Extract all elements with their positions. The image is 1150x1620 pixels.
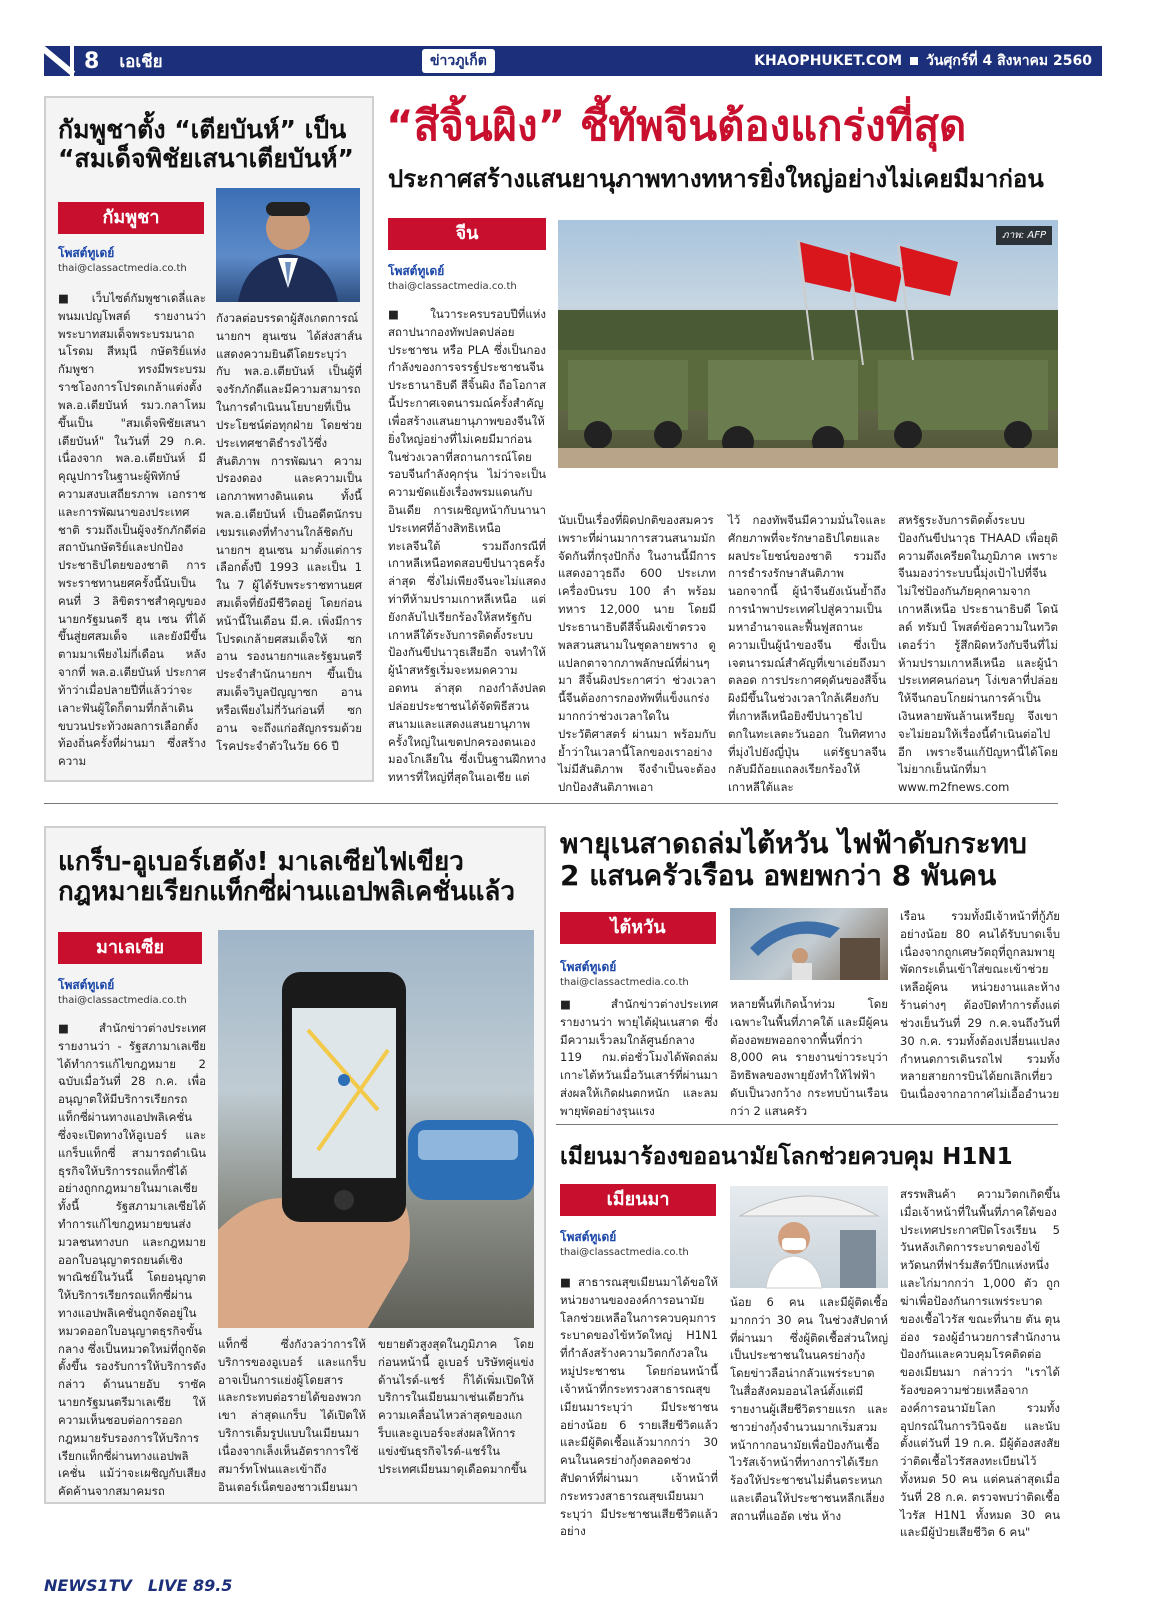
malaysia-body-col2: แท็กซี่ ซึ่งกังวลว่าการให้บริการของอูเบอร์ และแกร็บ อาจเป็นการแย่งผู้โดยสาร และกระทบต่อรายได้ของพวกเขา ล่าสุดแกร็บ ได้เปิดให้บริการเต็มรูปแบบในเมียนมา เนื่องจากเล็งเห็นอัตราการใช้สมาร์ทโฟนและเข้าถึงอินเตอร์เน็ตของชาวเมียนมา bbox=[218, 1337, 366, 1494]
malaysia-headline-line2: กฎหมายเรียกแท็กซี่ผ่านแอปพลิเคชั่นแล้ว bbox=[58, 876, 515, 907]
taiwan-body-col2: หลายพื้นที่เกิดน้ำท่วม โดยเฉพาะในพื้นที่ภาคใต้ และมีผู้คนต้องอพยพออกจากพื้นที่กว่า 8,000 คน รายงานข่าวระบุว่าอิทธิพลของพายุยังทำให้ไฟฟ้าดับเป็นวงกว้าง กระทบบ้านเรือนกว่า 2 แสนครัว bbox=[730, 997, 888, 1118]
malaysia-headline bbox=[58, 848, 538, 908]
cambodia-byline-block bbox=[58, 244, 187, 274]
article-malaysia bbox=[44, 826, 546, 1504]
live-radio-logo: LIVE 89.5 bbox=[147, 1576, 233, 1595]
cambodia-email: thai@classactmedia.co.th bbox=[58, 263, 187, 274]
myanmar-mask-photo bbox=[730, 1186, 888, 1288]
taiwan-body-col3: เรือน รวมทั้งมีเจ้าหน้าที่กู้ภัยอย่างน้อย 80 คนได้รับบาดเจ็บเนื่องจากถูกเศษวัตถุที่ถูกลมพายุพัดกระเด็นเข้าใส่ขณะเข้าช่วยเหลือผู้คน หน่วยงานและห้างร้านต่างๆ ต้องปิดทำการตั้งแต่ช่วงเย็นวันที่ 29 ก.ค.จนถึงวันที่ 30 ก.ค. รวมทั้งต้องเปลี่ยนแปลงกำหนดการเดินรถไฟ รวมทั้งหลายสายการบินได้ยกเลิกเที่ยวบินเนื่องจากอากาศไม่เอื้ออำนวย bbox=[900, 909, 1060, 1102]
cambodia-headline-line2: “สมเด็จพิชัยเสนาเตียบันห์” bbox=[58, 143, 354, 173]
taiwan-byline-block bbox=[560, 958, 689, 988]
square-icon bbox=[910, 57, 918, 65]
cambodia-body-col2: กังวลต่อบรรดาผู้สังเกตการณ์ นายกฯ ฮุนเซน ได้ส่งสาส์นแสดงความยินดีโดยระบุว่า กับ พล.อ.เตียบันห์ เป็นผู้ที่จงรักภักดีและมีความสามารถในการดำเนินนโยบายที่เป็นประโยชน์ต่อทุกฝ่าย โดยช่วยประเทศชาติธำรงไว้ซึ่งสันติภาพ การพัฒนา ความปรองดอง และความเป็นเอกภาพทางดินแดน ทั้งนี้ พล.อ.เตียบันห์ เป็นอดีตนักรบเขมรแดงที่ทำงานใกล้ชิดกับนายกฯ ฮุนเซน มาตั้งแต่การเลือกตั้งปี 1993 และเป็น 1 ใน 7 ผู้ได้รับพระราชทานยศสมเด็จที่ยังมีชีวิตอยู่ โดยก่อนหน้านี้ในเดือน มี.ค. เพิ่งมีการโปรดเกล้ายศสมเด็จให้ ซก อาน รองนายกฯและรัฐมนตรีประจำสำนักนายกฯ ขึ้นเป็นสมเด็จวิบูลปัญญาซก อาน หรือเพียงไม่กี่วันก่อนที่ ซก อาน จะถึงแก่อสัญกรรมด้วยโรคประจำตัวในวัย 66 ปี bbox=[216, 311, 362, 753]
taiwan-headline-line2: 2 แสนครัวเรือน อพยพกว่า 8 พันคน bbox=[560, 859, 997, 893]
china-body-col3: ไว้ กองทัพจีนมีความมั่นใจและศักยภาพที่จะรักษาอธิปไตยและผลประโยชน์ของชาติ รวมถึงการธำรงรักษาสันติภาพ นอกจากนี้ ผู้นำจีนยังเน้นย้ำถึงการนำพาประเทศไปสู่ความเป็นมหาอำนาจและฟื้นฟูสถานะความเป็นผู้นำของจีน ซึ่งเป็นเจตนารมณ์สำคัญที่เขาเอ่ยถึงมาตลอด การประกาศดุดันของสีจิ้นผิงมีขึ้นในช่วงเวลาใกล้เคียงกับที่เกาหลีเหนือยิงขีปนาวุธไปตกในทะเลตะวันออก ในทิศทางที่มุ่งไปยังญี่ปุ่น แต่รัฐบาลจีนกลับมีถ้อยแถลงเรียกร้องให้เกาหลีใต้และ bbox=[728, 513, 886, 795]
page-number: 8 bbox=[84, 48, 100, 74]
myanmar-byline-block bbox=[560, 1228, 689, 1258]
myanmar-email: thai@classactmedia.co.th bbox=[560, 1247, 689, 1258]
china-parade-photo bbox=[558, 220, 1058, 468]
corner-logo-icon bbox=[44, 46, 70, 76]
myanmar-body-col3: สรรพสินค้า ความวิตกเกิดขึ้นเมื่อเจ้าหน้าที่ในพื้นที่ภาคใต้ของประเทศประกาศปิดโรงเรียน 5 วันหลังเกิดการระบาดของไข้หวัดนกที่ฟาร์มสัตว์ปีกแห่งหนึ่ง และไก่มากกว่า 1,000 ตัว ถูกฆ่าเพื่อป้องกันการแพร่ระบาดของเชื้อไวรัส ขณะที่นาย ตัน ตุน อ่อง รองผู้อำนวยการสำนักงานป้องกันและควบคุมโรคติดต่อของเมียนมา กล่าวว่า "เราได้ร้องขอความช่วยเหลือจากองค์การอนามัยโลก รวมทั้งอุปกรณ์ในการวินิจฉัย และนับตั้งแต่วันที่ 19 ก.ค. มีผู้ต้องสงสัยว่าติดเชื้อไวรัสลงทะเบียนไว้ทั้งหมด 50 คน แต่คนล่าสุดเมื่อวันที่ 28 ก.ค. ตรวจพบว่าติดเชื้อไวรัส H1N1 ทั้งหมด 30 คน และมีผู้ป่วยเสียชีวิต 6 คน" bbox=[900, 1187, 1060, 1540]
china-photo-credit: ภาพ: AFP bbox=[996, 226, 1052, 245]
myanmar-byline: โพสต์ทูเดย์ bbox=[560, 1230, 617, 1244]
myanmar-headline: เมียนมาร้องขออนามัยโลกช่วยควบคุม H1N1 bbox=[560, 1144, 1013, 1170]
malaysia-byline-block bbox=[58, 976, 187, 1006]
china-tag: จีน bbox=[388, 218, 546, 250]
malaysia-byline: โพสต์ทูเดย์ bbox=[58, 978, 115, 992]
taiwan-tag: ไต้หวัน bbox=[560, 912, 716, 944]
article-cambodia bbox=[44, 96, 374, 782]
myanmar-body-col1: ■ สาธารณสุขเมียนมาได้ขอให้หน่วยงานขององค์การอนามัยโลกช่วยเหลือในการควบคุมการระบาดของไข้หวัดใหญ่ H1N1 ที่กำลังสร้างความวิตกกังวลในหมู่ประชาชน โดยก่อนหน้านี้ เจ้าหน้าที่กระทรวงสาธารณสุขเมียนมาระบุว่า มีประชาชนอย่างน้อย 6 รายเสียชีวิตแล้ว และมีผู้ติดเชื้อแล้วมากกว่า 30 คนในนครย่างกุ้งตลอดช่วงสัปดาห์ที่ผ่านมา เจ้าหน้าที่กระทรวงสาธารณสุขเมียนมา ระบุว่า มีประชาชนเสียชีวิตแล้วอย่าง bbox=[560, 1275, 718, 1539]
malaysia-body-col3: ขยายตัวสูงสุดในภูมิภาค โดยก่อนหน้านี้ อูเบอร์ บริษัทคู่แข่งด้านไรด์-แชร์ ก็ได้เพิ่มเปิดให้บริการในเมียนมาเช่นเดียวกัน ความเคลื่อนไหวล่าสุดของแกร็บและอูเบอร์จะส่งผลให้การแข่งขันธุรกิจไรด์-แชร์ในประเทศเมียนมาดุเดือดมากขึ้น bbox=[378, 1337, 534, 1476]
cambodia-headline-line1: กัมพูชาตั้ง “เตียบันห์” เป็น bbox=[58, 115, 347, 144]
china-body-col4: สหรัฐระงับการติดตั้งระบบป้องกันขีปนาวุธ THAAD เพื่อยุติความตึงเครียดในภูมิภาค เพราะจีนมองว่าระบบนี้มุ่งเป้าไปที่จีน ไม่ใช่ป้องกันภัยคุกคามจากเกาหลีเหนือ ประธานาธิบดี โดนัลด์ ทรัมป์ โพสต์ข้อความในทวิตเตอร์ว่า รู้สึกผิดหวังกับจีนที่ไม่ห้ามปรามเกาหลีเหนือ และผู้นำประเทศคนก่อนๆ โง่เขลาที่ปล่อยให้จีนกอบโกยผ่านการค้าเป็นเงินหลายพันล้านเหรียญ จึงเขาจะไม่ยอมให้เรื่องนี้ดำเนินต่อไปอีก เพราะจีนแก้ปัญหานี้ได้โดยไม่ยากเย็นนักที่มา www.m2fnews.com bbox=[898, 513, 1058, 795]
cambodia-headline bbox=[58, 116, 368, 174]
china-byline: โพสต์ทูเดย์ bbox=[388, 264, 445, 278]
site-name: KHAOPHUKET.COM bbox=[754, 53, 903, 69]
brand-logo: ข่าวภูเก็ต bbox=[422, 49, 495, 73]
malaysia-tag: มาเลเซีย bbox=[58, 932, 202, 964]
china-subheadline: ประกาศสร้างแสนยานุภาพทางทหารยิ่งใหญ่อย่างไม่เคยมีมาก่อน bbox=[388, 165, 1044, 193]
china-byline-block bbox=[388, 262, 517, 292]
myanmar-tag: เมียนมา bbox=[560, 1184, 716, 1216]
taiwan-body-col1: ■ สำนักข่าวต่างประเทศรายงานว่า พายุไต้ฝุ่นเนสาด ซึ่งมีความเร็วลมใกล้ศูนย์กลาง 119 กม.ต่อชั่วโมงได้พัดถล่มเกาะไต้หวันเมื่อวันเสาร์ที่ผ่านมา ส่งผลให้เกิดฝนตกหนัก และลมพายุพัดอย่างรุนแรง bbox=[560, 997, 718, 1118]
page-header bbox=[44, 46, 1102, 76]
china-body-col2: นับเป็นเรื่องที่ผิดปกติของสมควรเพราะที่ผ่านมาการสวนสนามมักจัดกันที่กรุงปักกิ่ง ในงานนี้มีการแสดงอาวุธถึง 600 ประเภท เครื่องบินรบ 100 ลำ พร้อมทหาร 12,000 นาย โดยมีประธานาธิบดีสีจิ้นผิงเข้าตรวจพลสวนสนามในชุดลายพราง ดูแปลกตาจากภาพลักษณ์ที่ผ่านๆ มา สีจิ้นผิงประกาศว่า ช่วงเวลานี้จีนต้องการกองทัพที่แข็งแกร่งมากกว่าช่วงเวลาใดในประวัติศาสตร์ ผ่านมา พร้อมกับย้ำว่าในเวลานี้โลกของเราอย่างไม่มีสันติภาพ จึงจำเป็นจะต้องปกป้องสันติภาพเอา bbox=[558, 513, 716, 795]
china-email: thai@classactmedia.co.th bbox=[388, 281, 517, 292]
taiwan-divider bbox=[556, 1124, 1058, 1125]
section-divider bbox=[44, 803, 1058, 804]
china-body-col1: ■ ในวาระครบรอบปีที่แห่งสถาปนากองทัพปลดปล่อยประชาชน หรือ PLA ซึ่งเป็นกองกำลังของการจรรฐ์ประชาชนจีน ประธานาธิบดี สีจิ้นผิง ถือโอกาสนี้ประกาศเจตนารมณ์ครั้งสำคัญเพื่อสร้างแสนยานุภาพของจีนให้ยิ่งใหญ่อย่างที่ไม่เคยมีมาก่อน ในช่วงเวลาที่สถานการณ์โดยรอบจีนกำลังคุกรุ่น ไม่ว่าจะเป็นความขัดแย้งเรื่องพรมแดนกับอินเดีย การเผชิญหน้ากับนานาประเทศที่อ้างสิทธิเหนือทะเลจีนใต้ รวมถึงกรณีที่เกาหลีเหนือทดสอบขีปนาวุธครั้งล่าสุด ซึ่งไม่เพียงจีนจะไม่แสดงท่าทีห้ามปรามเกาหลีเหนือ แต่ยังกลับไปเรียกร้องให้สหรัฐกับเกาหลีใต้ระงับการติดตั้งระบบป้องกันขีปนาวุธเสียอีก จนทำให้ผู้นำสหรัฐเริ่มจะหมดความอดทน ล่าสุด กองกำลังปลดปล่อยประชาชนได้จัดพิธีสวนสนามและแสดงแสนยานุภาพครั้งใหญ่ในเขตปกครองตนเองมองโกเลียใน ซึ่งเป็นฐานฝึกทางทหารที่ใหญ่ที่สุดในเอเชีย แต่ bbox=[388, 307, 546, 785]
news1tv-logo: NEWS1TV bbox=[44, 1576, 132, 1595]
myanmar-body-col2: น้อย 6 คน และมีผู้ติดเชื้อมากกว่า 30 คน ในช่วงสัปดาห์ที่ผ่านมา ซึ่งผู้ติดเชื้อส่วนใหญ่เป็นประชาชนในนครย่างกุ้ง โดยข่าวลือน่ากลัวแพร่ระบาดในสื่อสังคมออนไลน์ตั้งแต่มีรายงานผู้เสียชีวิตรายแรก และชาวย่างกุ้งจำนวนมากเริ่มสวมหน้ากากอนามัยเพื่อป้องกันเชื้อไวรัสเจ้าหน้าที่ทางการได้เรียกร้องให้ประชาชนไม่ตื่นตระหนก และเตือนให้ประชาชนหลีกเลี่ยงสถานที่แออัด เช่น ห้าง bbox=[730, 1295, 888, 1523]
china-headline: “สีจิ้นผิง” ชี้ทัพจีนต้องแกร่งที่สุด bbox=[386, 101, 967, 150]
taiwan-storm-photo bbox=[730, 908, 888, 980]
cambodia-byline: โพสต์ทูเดย์ bbox=[58, 246, 115, 260]
malaysia-body-col1: ■ สำนักข่าวต่างประเทศรายงานว่า - รัฐสภามาเลเซียได้ทำการแก้ไขกฎหมาย 2 ฉบับเมื่อวันที่ 28 ก.ค. เพื่ออนุญาตให้มีบริการเรียกรถแท็กซี่ผ่านทางแอปพลิเคชั่น ซึ่งจะเปิดทางให้อูเบอร์ และ แกร็บแท็กซี่ สามารถดำเนินธุรกิจให้บริการรถแท็กซี่ได้อย่างถูกกฎหมายในมาเลเซีย ทั้งนี้ รัฐสภามาเลเซียได้ทำการแก้ไขกฎหมายขนส่งมวลชนทางบก และกฎหมายออกใบอนุญาตรถยนต์เชิงพาณิชย์ในวันนี้ โดยอนุญาตให้บริการเรียกรถแท็กซี่ผ่านทางแอปพลิเคชั่นถูกจัดอยู่ในหมวดออกใบอนุญาตธุรกิจขั้นกลาง ซึ่งเป็นหมวดใหม่ที่ถูกจัดตั้งขึ้น รองรับการให้บริการดังกล่าว ด้านนายอับ ราซัค นายกรัฐมนตรีมาเลเซีย ให้ความเห็นชอบต่อการออกกฎหมายรับรองการให้บริการเรียกแท็กซี่ผ่านทางแอปพลิเคชั่น แม้ว่าจะเผชิญกับเสียงคัดค้านจากสมาคมรถ bbox=[58, 1021, 206, 1499]
taiwan-headline-line1: พายุเนสาดถล่มไต้หวัน ไฟฟ้าดับกระทบ bbox=[560, 827, 1027, 860]
taiwan-byline: โพสต์ทูเดย์ bbox=[560, 960, 617, 974]
cambodia-photo bbox=[216, 188, 360, 302]
malaysia-headline-line1: แกร็บ-อูเบอร์เฮดัง! มาเลเซียไฟเขียว bbox=[58, 847, 464, 877]
taiwan-email: thai@classactmedia.co.th bbox=[560, 977, 689, 988]
page-footer bbox=[44, 1576, 232, 1595]
header-bar bbox=[74, 46, 1102, 76]
taiwan-headline bbox=[560, 828, 1060, 892]
cambodia-tag: กัมพูชา bbox=[58, 202, 204, 234]
section-name: เอเชีย bbox=[119, 51, 163, 72]
issue-date: วันศุกร์ที่ 4 สิงหาคม 2560 bbox=[926, 53, 1092, 69]
malaysia-email: thai@classactmedia.co.th bbox=[58, 995, 187, 1006]
malaysia-phone-photo bbox=[218, 930, 534, 1328]
cambodia-body-col1: ■ เว็บไซต์กัมพูชาเดลี่และพนมเปญโพสต์ รายงานว่า พระบาทสมเด็จพระบรมนาถนโรดม สีหมุนี กษัตริย์แห่งกัมพูชา ทรงมีพระบรมราชโองการโปรดเกล้าแต่งตั้ง พล.อ.เตียบันห์ รมว.กลาโหม ขึ้นเป็น "สมเด็จพิชัยเสนาเตียบันห์" ในวันที่ 29 ก.ค. เนื่องจาก พล.อ.เตียบันห์ มีคุณูปการในฐานะผู้พิทักษ์ความสงบเสถียรภาพ เอกราช และการพัฒนาของประเทศชาติ รวมถึงเป็นผู้จงรักภักดีต่อสถาบันกษัตริย์และปกป้องประชาธิปไตยของชาติ การพระราชทานยศครั้งนี้นับเป็นคนที่ 3 ลิขิตราชสำคุญของนายกรัฐมนตรี ฮุน เซน ที่ได้ขึ้นสู่ยศสมเด็จ และยังมีขึ้นตามมาเพียงไม่กี่เดือน หลังจากที่ พล.อ.เตียบันห์ ประกาศท้าว่าเมื่อปลายปีที่แล้วว่าจะเลาะฟันผู้ใดก็ตามที่กล้าเดินขบวนประท้วงผลการเลือกตั้งท้องถิ่นครั้งที่ผ่านมา ซึ่งสร้างความ bbox=[58, 291, 206, 769]
